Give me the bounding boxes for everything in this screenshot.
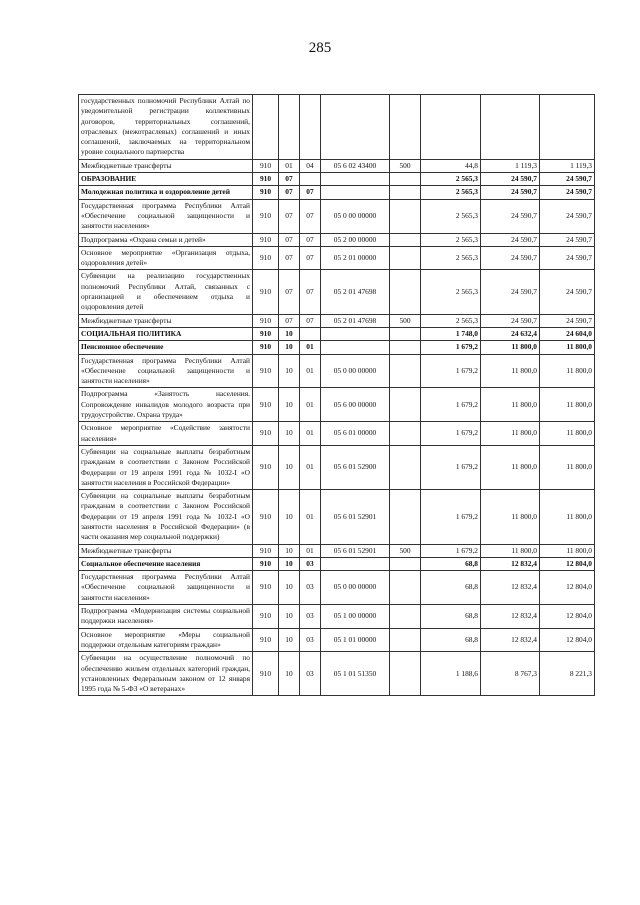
table-row: [79, 571, 595, 605]
cell-ministry: 910: [253, 233, 279, 246]
cell-section: 07: [279, 199, 300, 233]
table-row: [79, 246, 595, 270]
cell-amount-2020: 1 679,2: [421, 354, 481, 388]
cell-name: Государственная программа Республики Алтай «Обеспечение социальной защищенности и занятости населения»: [79, 354, 253, 388]
cell-subsection: 04: [300, 159, 321, 172]
cell-target-article: 05 0 00 00000: [321, 354, 390, 388]
cell-amount-2022: 12 804,0: [540, 571, 595, 605]
cell-amount-2020: 2 565,3: [421, 314, 481, 327]
cell-name: Межбюджетные трансферты: [79, 314, 253, 327]
cell-target-article: 05 6 01 52901: [321, 544, 390, 557]
cell-expense-type: [390, 341, 421, 354]
cell-section: 10: [279, 422, 300, 446]
cell-name: государственных полномочий Республики Алтай по уведомительной регистрации коллективных договоров, территориальных соглашений, отраслевых (межотраслевых) соглашений и иных соглашений, заключаемых на территориальном уровне социального партнерства: [79, 95, 253, 160]
table-row: [79, 95, 595, 160]
cell-subsection: 07: [300, 246, 321, 270]
cell-expense-type: 500: [390, 314, 421, 327]
cell-ministry: 910: [253, 173, 279, 186]
cell-amount-2021: 24 590,7: [481, 233, 540, 246]
cell-name: Государственная программа Республики Алтай «Обеспечение социальной защищенности и занятости населения»: [79, 199, 253, 233]
cell-section: 10: [279, 605, 300, 629]
table-row: [79, 159, 595, 172]
cell-section: 07: [279, 246, 300, 270]
cell-amount-2022: 11 800,0: [540, 445, 595, 489]
cell-ministry: 910: [253, 628, 279, 652]
cell-subsection: [300, 327, 321, 340]
cell-ministry: 910: [253, 246, 279, 270]
cell-name: ОБРАЗОВАНИЕ: [79, 173, 253, 186]
cell-subsection: 03: [300, 557, 321, 570]
cell-section: 10: [279, 445, 300, 489]
cell-subsection: 07: [300, 199, 321, 233]
cell-target-article: 05 1 01 51350: [321, 652, 390, 696]
cell-section: 07: [279, 186, 300, 199]
cell-amount-2020: 1 679,2: [421, 388, 481, 422]
cell-amount-2021: 12 832,4: [481, 628, 540, 652]
cell-expense-type: [390, 490, 421, 544]
cell-name: Основное мероприятие «Меры социальной поддержки отдельным категориям граждан»: [79, 628, 253, 652]
cell-subsection: 03: [300, 652, 321, 696]
cell-amount-2020: 1 679,2: [421, 490, 481, 544]
cell-amount-2022: 1 119,3: [540, 159, 595, 172]
cell-section: 07: [279, 233, 300, 246]
table-row: [79, 605, 595, 629]
cell-amount-2020: 68,8: [421, 628, 481, 652]
cell-name: Субвенции на реализацию государственных полномочий Республики Алтай, связанных с организацией и обеспечением отдыха и оздоровления детей: [79, 270, 253, 314]
cell-amount-2020: 2 565,3: [421, 270, 481, 314]
cell-amount-2021: 11 800,0: [481, 445, 540, 489]
table-row: [79, 270, 595, 314]
cell-expense-type: [390, 246, 421, 270]
cell-name: Подпрограмма «Занятость населения. Сопровождение инвалидов молодого возраста при трудоустройстве. Охрана труда»: [79, 388, 253, 422]
cell-amount-2021: 11 800,0: [481, 354, 540, 388]
cell-section: 10: [279, 557, 300, 570]
cell-amount-2020: 68,8: [421, 571, 481, 605]
cell-target-article: [321, 557, 390, 570]
cell-target-article: [321, 341, 390, 354]
cell-section: 10: [279, 628, 300, 652]
cell-name: Подпрограмма «Охрана семьи и детей»: [79, 233, 253, 246]
cell-section: 07: [279, 314, 300, 327]
cell-subsection: 07: [300, 270, 321, 314]
cell-name: Субвенции на социальные выплаты безработным гражданам в соответствии с Законом Российской Федерации от 19 апреля 1991 года № 1032-I «О занятости населения в Российской Федерации» (в части оказания мер социальной поддержки): [79, 490, 253, 544]
cell-target-article: 05 6 02 43400: [321, 159, 390, 172]
cell-section: 10: [279, 341, 300, 354]
cell-ministry: 910: [253, 327, 279, 340]
cell-subsection: 01: [300, 544, 321, 557]
cell-expense-type: [390, 605, 421, 629]
cell-amount-2022: 12 804,0: [540, 628, 595, 652]
table-row: [79, 557, 595, 570]
cell-amount-2020: [421, 95, 481, 160]
cell-amount-2021: 12 832,4: [481, 605, 540, 629]
cell-expense-type: 500: [390, 159, 421, 172]
cell-target-article: 05 2 01 47698: [321, 314, 390, 327]
cell-ministry: 910: [253, 314, 279, 327]
cell-expense-type: 500: [390, 544, 421, 557]
cell-subsection: 07: [300, 314, 321, 327]
cell-amount-2022: 24 590,7: [540, 173, 595, 186]
budget-table: [78, 94, 595, 696]
table-row: [79, 628, 595, 652]
cell-expense-type: [390, 422, 421, 446]
cell-amount-2020: 68,8: [421, 605, 481, 629]
cell-amount-2022: 12 804,0: [540, 557, 595, 570]
cell-amount-2022: 24 604,0: [540, 327, 595, 340]
cell-target-article: 05 6 01 00000: [321, 422, 390, 446]
cell-expense-type: [390, 327, 421, 340]
cell-name: Межбюджетные трансферты: [79, 544, 253, 557]
cell-name: Межбюджетные трансферты: [79, 159, 253, 172]
cell-target-article: 05 6 01 52901: [321, 490, 390, 544]
cell-name: Основное мероприятие «Организация отдыха, оздоровления детей»: [79, 246, 253, 270]
cell-expense-type: [390, 628, 421, 652]
cell-amount-2021: 24 590,7: [481, 199, 540, 233]
cell-ministry: 910: [253, 544, 279, 557]
cell-expense-type: [390, 270, 421, 314]
cell-amount-2022: 8 221,3: [540, 652, 595, 696]
cell-expense-type: [390, 445, 421, 489]
cell-ministry: 910: [253, 199, 279, 233]
cell-ministry: 910: [253, 341, 279, 354]
cell-subsection: 07: [300, 233, 321, 246]
cell-amount-2022: 11 800,0: [540, 490, 595, 544]
cell-target-article: 05 1 01 00000: [321, 628, 390, 652]
cell-name: СОЦИАЛЬНАЯ ПОЛИТИКА: [79, 327, 253, 340]
cell-amount-2020: 2 565,3: [421, 199, 481, 233]
page-number: 285: [308, 40, 332, 56]
cell-ministry: 910: [253, 571, 279, 605]
cell-subsection: 03: [300, 571, 321, 605]
cell-subsection: 01: [300, 422, 321, 446]
cell-amount-2021: 8 767,3: [481, 652, 540, 696]
cell-name: Социальное обеспечение населения: [79, 557, 253, 570]
cell-name: Субвенции на осуществление полномочий по обеспечению жильем отдельных категорий граждан, установленных Федеральным законом от 12 января 1995 года № 5-ФЗ «О ветеранах»: [79, 652, 253, 696]
cell-target-article: 05 2 00 00000: [321, 233, 390, 246]
cell-name: Основное мероприятие «Содействие занятости населения»: [79, 422, 253, 446]
cell-subsection: [300, 173, 321, 186]
cell-expense-type: [390, 95, 421, 160]
cell-target-article: 05 6 01 52900: [321, 445, 390, 489]
cell-amount-2022: 24 590,7: [540, 246, 595, 270]
cell-section: 10: [279, 327, 300, 340]
cell-amount-2022: 24 590,7: [540, 186, 595, 199]
cell-subsection: 01: [300, 341, 321, 354]
cell-ministry: 910: [253, 557, 279, 570]
table-row: [79, 445, 595, 489]
cell-name: Молодежная политика и оздоровление детей: [79, 186, 253, 199]
cell-expense-type: [390, 186, 421, 199]
cell-expense-type: [390, 557, 421, 570]
table-row: [79, 422, 595, 446]
cell-target-article: [321, 173, 390, 186]
cell-target-article: 05 0 00 00000: [321, 199, 390, 233]
cell-amount-2021: 24 590,7: [481, 246, 540, 270]
cell-target-article: 05 0 00 00000: [321, 571, 390, 605]
cell-target-article: [321, 327, 390, 340]
cell-amount-2020: 44,8: [421, 159, 481, 172]
cell-ministry: 910: [253, 422, 279, 446]
cell-section: 10: [279, 571, 300, 605]
cell-amount-2022: 11 800,0: [540, 544, 595, 557]
cell-section: [279, 95, 300, 160]
cell-target-article: [321, 186, 390, 199]
cell-ministry: 910: [253, 159, 279, 172]
cell-amount-2020: 1 679,2: [421, 341, 481, 354]
cell-section: 10: [279, 490, 300, 544]
cell-subsection: 03: [300, 605, 321, 629]
cell-amount-2021: 24 590,7: [481, 173, 540, 186]
cell-amount-2020: 2 565,3: [421, 186, 481, 199]
cell-subsection: 07: [300, 186, 321, 199]
cell-amount-2021: 24 632,4: [481, 327, 540, 340]
table-row: [79, 354, 595, 388]
cell-name: Пенсионное обеспечение: [79, 341, 253, 354]
cell-amount-2021: 12 832,4: [481, 571, 540, 605]
cell-ministry: [253, 95, 279, 160]
cell-target-article: 05 2 01 47698: [321, 270, 390, 314]
cell-ministry: 910: [253, 605, 279, 629]
cell-amount-2020: 1 188,6: [421, 652, 481, 696]
table-row: [79, 186, 595, 199]
table-row: [79, 233, 595, 246]
table-row: [79, 388, 595, 422]
cell-expense-type: [390, 233, 421, 246]
cell-ministry: 910: [253, 490, 279, 544]
cell-section: 01: [279, 159, 300, 172]
cell-subsection: 03: [300, 628, 321, 652]
budget-table-body: [79, 95, 595, 696]
cell-ministry: 910: [253, 445, 279, 489]
cell-amount-2021: 24 590,7: [481, 314, 540, 327]
cell-section: 07: [279, 173, 300, 186]
cell-name: Подпрограмма «Модернизация системы социальной поддержки населения»: [79, 605, 253, 629]
table-row: [79, 199, 595, 233]
table-row: [79, 314, 595, 327]
cell-ministry: 910: [253, 354, 279, 388]
cell-amount-2022: 24 590,7: [540, 314, 595, 327]
cell-section: 07: [279, 270, 300, 314]
cell-name: Субвенции на социальные выплаты безработным гражданам в соответствии с Законом Российской Федерации от 19 апреля 1991 года № 1032-I «О занятости населения в Российской Федерации»: [79, 445, 253, 489]
cell-subsection: 01: [300, 388, 321, 422]
table-row: [79, 652, 595, 696]
table-row: [79, 490, 595, 544]
cell-amount-2020: 2 565,3: [421, 233, 481, 246]
cell-ministry: 910: [253, 186, 279, 199]
cell-amount-2022: 24 590,7: [540, 233, 595, 246]
cell-subsection: 01: [300, 445, 321, 489]
cell-amount-2021: 11 800,0: [481, 341, 540, 354]
cell-amount-2020: 2 565,3: [421, 246, 481, 270]
cell-amount-2020: 1 748,0: [421, 327, 481, 340]
cell-amount-2021: 11 800,0: [481, 490, 540, 544]
cell-amount-2022: [540, 95, 595, 160]
cell-subsection: [300, 95, 321, 160]
table-row: [79, 173, 595, 186]
cell-section: 10: [279, 354, 300, 388]
cell-amount-2022: 24 590,7: [540, 270, 595, 314]
cell-target-article: [321, 95, 390, 160]
cell-amount-2022: 11 800,0: [540, 388, 595, 422]
cell-amount-2021: 11 800,0: [481, 422, 540, 446]
cell-amount-2020: 1 679,2: [421, 544, 481, 557]
cell-subsection: 01: [300, 354, 321, 388]
cell-amount-2020: 68,8: [421, 557, 481, 570]
cell-ministry: 910: [253, 270, 279, 314]
table-row: [79, 341, 595, 354]
cell-amount-2020: 1 679,2: [421, 445, 481, 489]
cell-amount-2022: 11 800,0: [540, 422, 595, 446]
cell-amount-2020: 1 679,2: [421, 422, 481, 446]
cell-amount-2021: 11 800,0: [481, 388, 540, 422]
cell-name: Государственная программа Республики Алтай «Обеспечение социальной защищенности и занятости населения»: [79, 571, 253, 605]
cell-section: 10: [279, 544, 300, 557]
cell-amount-2021: 11 800,0: [481, 544, 540, 557]
cell-amount-2022: 12 804,0: [540, 605, 595, 629]
cell-expense-type: [390, 354, 421, 388]
table-row: [79, 544, 595, 557]
cell-amount-2021: 24 590,7: [481, 270, 540, 314]
cell-section: 10: [279, 388, 300, 422]
cell-ministry: 910: [253, 388, 279, 422]
cell-amount-2021: [481, 95, 540, 160]
cell-expense-type: [390, 199, 421, 233]
cell-amount-2021: 12 832,4: [481, 557, 540, 570]
cell-amount-2022: 11 800,0: [540, 354, 595, 388]
cell-amount-2021: 24 590,7: [481, 186, 540, 199]
cell-section: 10: [279, 652, 300, 696]
cell-expense-type: [390, 173, 421, 186]
cell-target-article: 05 2 01 00000: [321, 246, 390, 270]
table-row: [79, 327, 595, 340]
cell-target-article: 05 6 00 00000: [321, 388, 390, 422]
cell-expense-type: [390, 571, 421, 605]
cell-target-article: 05 1 00 00000: [321, 605, 390, 629]
cell-ministry: 910: [253, 652, 279, 696]
cell-expense-type: [390, 388, 421, 422]
cell-amount-2021: 1 119,3: [481, 159, 540, 172]
cell-amount-2020: 2 565,3: [421, 173, 481, 186]
cell-subsection: 01: [300, 490, 321, 544]
cell-amount-2022: 24 590,7: [540, 199, 595, 233]
cell-expense-type: [390, 652, 421, 696]
cell-amount-2022: 11 800,0: [540, 341, 595, 354]
